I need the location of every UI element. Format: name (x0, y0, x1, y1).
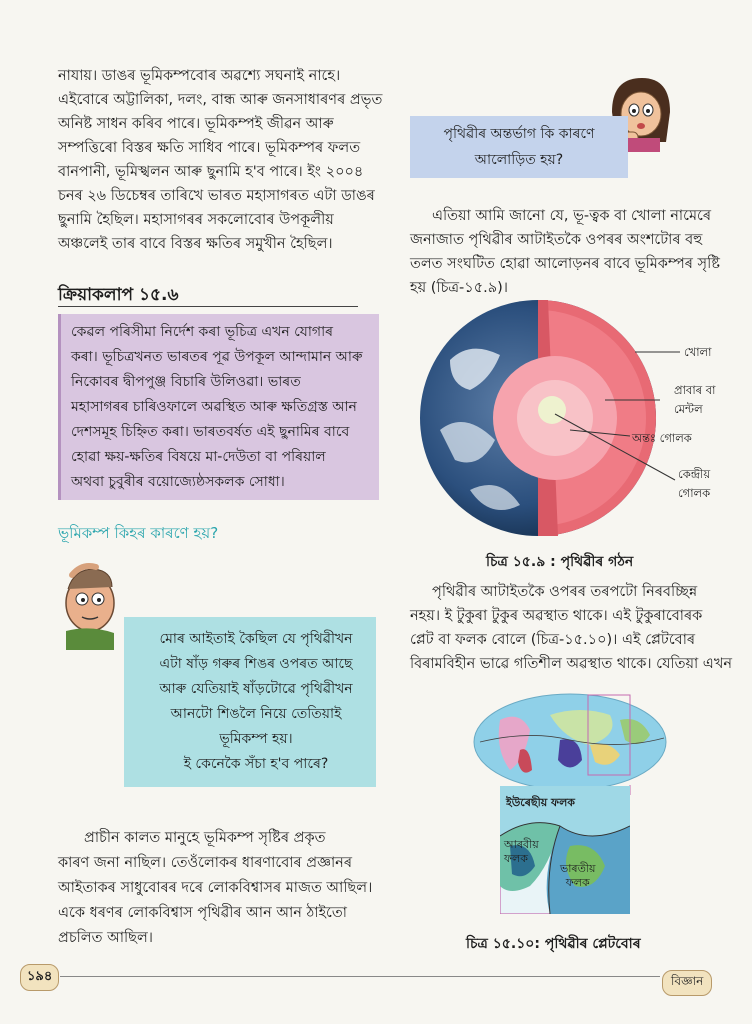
book-name: বিজ্ঞান (662, 970, 712, 996)
question-box: পৃথিৱীৰ অন্তৰ্ভাগ কি কাৰণে আলোড়িত হয়? (410, 116, 628, 178)
label-outer-core: অন্তঃ গোলক (632, 431, 692, 445)
activity-title-underline (58, 306, 358, 307)
boy-illustration (52, 555, 132, 650)
inner-core (538, 396, 566, 424)
label-mantle: প্ৰাবাৰ বা মেন্টল (674, 383, 716, 416)
label-eurasian-plate: ইউৰেছীয় ফলক (506, 796, 575, 809)
label-indian-plate: ভাৰতীয় ফলক (560, 862, 596, 889)
intro-paragraph: নাযায়। ডাঙৰ ভূমিকম্পবোৰ অৱশ্যে সঘনাই নাহে। এইবোৰে অট্টালিকা, দলং, বান্ধ আৰু জনসাধাৰণৰ প্ৰভৃত অনিষ্ট সাধন কৰিব পাৰে। ভূমিকম্পই জীৱন আৰু সম্পত্তিৰো বিস্তৰ ক্ষতি সাধিব পাৰে। ভূমিকম্পৰ ফলত বানপানী, ভূমিস্খলন আৰু ছুনামি হ'ব পাৰে। ইং ২০০৪ চনৰ ২৬ ডিচেম্বৰ তাৰিখে ভাৰত মহাসাগৰত এটা ডাঙৰ ছুনামি হৈছিল। মহাসাগৰৰ সকলোবোৰ উপকূলীয় অঞ্চলেই তাৰ বাবে বিস্তৰ ক্ষতিৰ সমুখীন হৈছিল। (58, 68, 383, 252)
footer-rule (60, 976, 660, 977)
activity-title: ক্ৰিয়াকলাপ ১৫.৬ (58, 285, 179, 305)
section-heading: ভূমিকম্প কিহৰ কাৰণে হয়? (58, 524, 219, 542)
figure-caption-earth: চিত্ৰ ১৫.৯ : পৃথিৱীৰ গঠন (486, 554, 634, 570)
activity-box (58, 314, 379, 500)
zoom-connector (500, 690, 660, 800)
earth-paragraph: এতিয়া আমি জানো যে, ভূ-ত্বক বা খোলা নামেৰে জনাজাত পৃথিৱীৰ আটাইতকৈ ওপৰৰ অংশটোৰ বহু তলত সংঘটিত হোৱা আলোড়নৰ বাবে ভূমিকম্পৰ সৃষ্টি হয় (চিত্ৰ-১৫.৯)। (410, 208, 720, 296)
plates-paragraph: পৃথিৱীৰ আটাইতকৈ ওপৰৰ তৰপটো নিৰবচ্ছিন্ন নহয়। ই টুকুৰা টুকুৰ অৱস্থাত থাকে। এই টুকুৰাবোৰক প্লেট বা ফলক বোলে (চিত্ৰ-১৫.১০)। এই প্লেটবোৰ বিৰামবিহীন ভাৱে গতিশীল অৱস্থাত থাকে। যেতিয়া এখন (410, 584, 733, 672)
page-number: ১৯৪ (20, 964, 59, 991)
boy-speech-text: মোৰ আইতাই কৈছিল যে পৃথিৱীখন এটা ষাঁড় গৰুৰ শিঙৰ ওপৰত আছে আৰু যেতিয়াই ষাঁড়টোৱে পৃথিৱীখন আনটো শিঙলৈ নিয়ে তেতিয়াই ভূমিকম্প হয়। ই কেনেকৈ সঁচা হ'ব পাৰে? (159, 631, 353, 772)
earth-structure-diagram (410, 300, 740, 540)
label-crust: খোলা (684, 345, 712, 359)
figure-caption-plates: চিত্ৰ ১৫.১০: পৃথিৱীৰ প্লেটবোৰ (466, 936, 641, 952)
label-arabian-plate: আৰবীয় ফলক (504, 838, 539, 865)
label-inner-core: কেন্দ্ৰীয় গোলক (678, 467, 711, 500)
activity-text: কেৱল পৰিসীমা নিৰ্দেশ কৰা ভূচিত্ৰ এখন যোগাৰ কৰা। ভূচিত্ৰখনত ভাৰতৰ পূৱ উপকূল আন্দামান আৰু নিকোবৰ দ্বীপপুঞ্জ বিচাৰি উলিওৱা। ভাৰত মহাসাগৰৰ চাৰিওফালে অৱস্থিত আৰু ক্ষতিগ্ৰস্ত আন দেশসমূহ চিহ্নিত কৰা। ভাৰতবৰ্ষত এই ছুনামিৰ বাবে হোৱা ক্ষয়-ক্ষতিৰ বিষয়ে মা-দেউতা বা পৰিয়াল অথবা চুবুৰীৰ বয়োজ্যেষ্ঠসকলক সোধা। (71, 324, 363, 490)
boy-speech-box (124, 617, 376, 787)
ending-paragraph: প্ৰাচীন কালত মানুহে ভূমিকম্প সৃষ্টিৰ প্ৰকৃত কাৰণ জনা নাছিল। তেওঁলোকৰ ধাৰণাবোৰ প্ৰজ্ঞানৰ আইতাকৰ সাধুবোৰৰ দৰে লোকবিশ্বাসৰ মাজত আছিল। একে ধৰণৰ লোকবিশ্বাস পৃথিৱীৰ আন আন ঠাইতো প্ৰচলিত আছিল। (58, 830, 373, 946)
